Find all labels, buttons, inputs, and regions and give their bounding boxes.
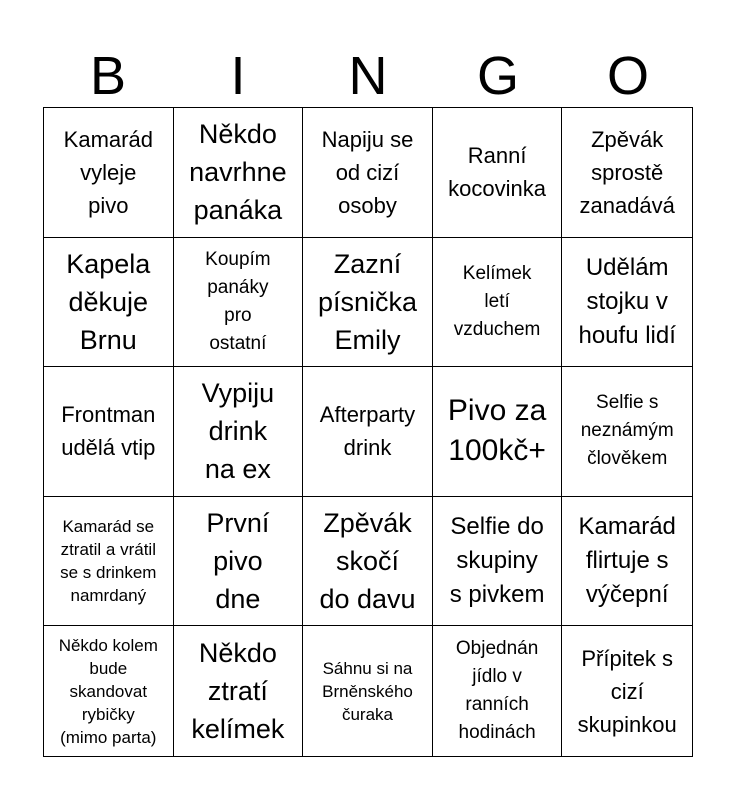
cell-text: Kamarád flirtuje s výčepní: [578, 513, 676, 609]
cell-text: Selfie s neznámým člověkem: [580, 392, 674, 470]
cell-text: Koupím panáky pro ostatní: [205, 248, 271, 354]
header-letter-n: N: [348, 46, 388, 106]
cell-text: Zpěvák sprostě zanadává: [579, 126, 675, 218]
cell-text: Vypiju drink na ex: [201, 378, 275, 485]
header-letter-g: G: [476, 46, 519, 106]
bingo-cell-4-4[interactable]: [433, 497, 563, 627]
cell-text: Udělám stojku v houfu lidí: [578, 253, 676, 349]
bingo-cell-2-5[interactable]: [562, 238, 692, 368]
bingo-cell-5-5[interactable]: [562, 626, 692, 756]
bingo-cell-1-1[interactable]: [44, 108, 174, 238]
header-letter-b: B: [89, 46, 127, 106]
header-letter-i: I: [230, 46, 246, 106]
bingo-cell-3-3[interactable]: [303, 367, 433, 497]
bingo-cell-3-1[interactable]: [44, 367, 174, 497]
cell-text: První pivo dne: [206, 508, 270, 615]
cell-text: Kamarád se ztratil a vrátil se s drinkem namrdaný: [60, 517, 157, 606]
bingo-cell-4-2[interactable]: [174, 497, 304, 627]
cell-text: Zazní písnička Emily: [317, 248, 418, 355]
cell-text: Zpěvák skočí do davu: [319, 508, 416, 615]
bingo-cell-1-3[interactable]: [303, 108, 433, 238]
bingo-cell-5-2[interactable]: [174, 626, 304, 756]
bingo-cell-1-2[interactable]: [174, 108, 304, 238]
cell-text: Pivo za 100kč+: [447, 394, 547, 468]
bingo-cell-5-3[interactable]: [303, 626, 433, 756]
bingo-cell-2-3[interactable]: [303, 238, 433, 368]
bingo-cell-4-3[interactable]: [303, 497, 433, 627]
bingo-cell-3-4[interactable]: [433, 367, 563, 497]
cell-text: Selfie do skupiny s pivkem: [449, 513, 545, 609]
bingo-cell-1-5[interactable]: [562, 108, 692, 238]
bingo-cell-2-4[interactable]: [433, 238, 563, 368]
cell-text: Kamarád vyleje pivo: [63, 126, 153, 218]
bingo-cell-1-4[interactable]: [433, 108, 563, 238]
cell-text: Afterparty drink: [319, 402, 416, 461]
bingo-cell-5-4[interactable]: [433, 626, 563, 756]
bingo-cell-4-5[interactable]: [562, 497, 692, 627]
bingo-cell-5-1[interactable]: [44, 626, 174, 756]
bingo-grid: [43, 107, 693, 757]
bingo-cell-3-5[interactable]: [562, 367, 692, 497]
cell-text: Ranní kocovinka: [448, 143, 547, 202]
cell-text: Přípitek s cizí skupinkou: [577, 645, 677, 737]
header-letter-o: O: [606, 46, 649, 106]
bingo-cell-4-1[interactable]: [44, 497, 174, 627]
cell-text: Někdo navrhne panáka: [189, 119, 287, 226]
bingo-cell-2-2[interactable]: [174, 238, 304, 368]
bingo-header: [43, 44, 693, 108]
bingo-cell-3-2[interactable]: [174, 367, 304, 497]
cell-text: Někdo ztratí kelímek: [191, 638, 285, 745]
cell-text: Někdo kolem bude skandovat rybičky (mimo parta): [58, 635, 158, 747]
cell-text: Objednán jídlo v ranních hodinách: [455, 638, 539, 744]
bingo-cell-2-1[interactable]: [44, 238, 174, 368]
cell-text: Napiju se od cizí osoby: [321, 126, 414, 218]
cell-text: Sáhnu si na Brněnského čuraka: [322, 658, 413, 724]
cell-text: Kelímek letí vzduchem: [453, 262, 541, 340]
cell-text: Kapela děkuje Brnu: [66, 248, 151, 355]
cell-text: Frontman udělá vtip: [61, 402, 156, 461]
